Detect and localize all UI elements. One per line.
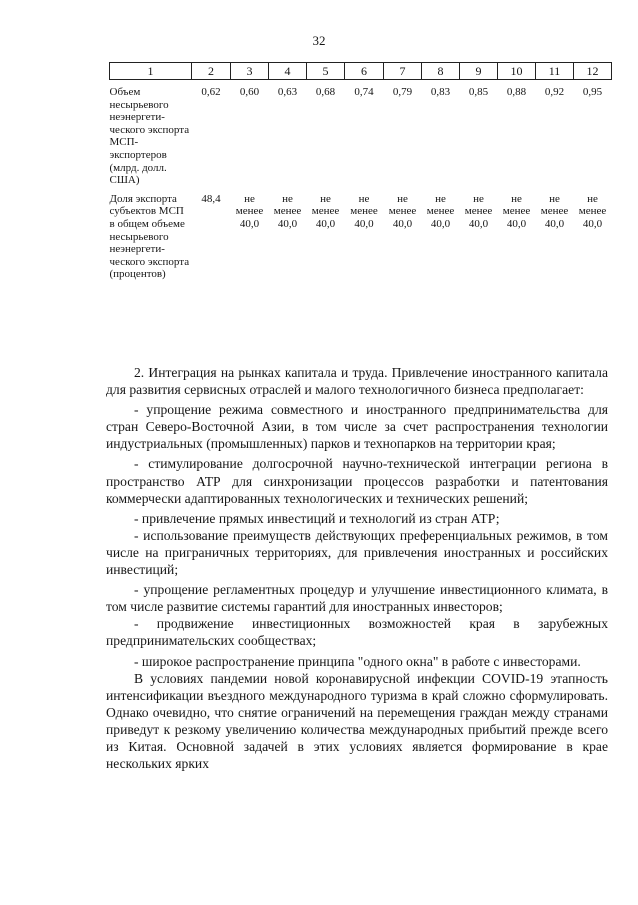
table-cell: 0,95 [582,86,603,98]
table-cell: не менее 40,0 [235,192,264,230]
table-cell: 0,88 [506,86,527,98]
table-cell: 0,68 [315,86,336,98]
list-item: - широкое распространение принципа "одного окна" в работе с инвесторами. [134,653,581,669]
list-item: - упрощение режима совместного и иностранного предпринимательства для стран Северо-Восточной Азии, в том числе за счет распространения технологии индустриальных (промышленных) парков и технопарков на территории края; [106,402,608,452]
table-cell: 0,85 [468,86,489,98]
table-cell: не менее 40,0 [311,192,340,230]
list-item: - упрощение регламентных процедур и улучшение инвестиционного климата, в том числе развитие системы гарантий для иностранных инвесторов; [106,582,608,615]
body-text [106,364,608,772]
list-item: - стимулирование долгосрочной научно-технической интеграции региона в пространство АТР для синхронизации процессов разработки и патентования коммерчески адаптированных технологических и технических решений; [106,456,608,506]
table-cell: не менее 40,0 [464,192,493,230]
table-cell: не менее 40,0 [350,192,378,230]
column-number: 1 [110,63,192,80]
column-number: 7 [384,63,422,80]
column-number: 2 [192,63,231,80]
table-header-row [110,63,612,80]
table-cell: 0,62 [201,86,221,98]
row-label: Доля экспорта субъектов МСП в общем объеме несырьевого неэнергети-ческого экспорта (процентов) [109,192,190,281]
indicator-table [109,62,612,281]
column-number: 10 [498,63,536,80]
list-item: - привлечение прямых инвестиций и технологий из стран АТР; [134,510,500,526]
list-item: - продвижение инвестиционных возможностей края в зарубежных предпринимательских сообществах; [106,616,608,649]
column-number: 6 [345,63,384,80]
table-cell: 0,74 [354,86,374,98]
list-item: - использование преимуществ действующих преференциальных режимов, в том числе на приграничных территориях, для привлечения иностранных и российских инвестиций; [106,527,608,578]
table-cell: не менее 40,0 [502,192,531,230]
table-cell: 0,92 [544,86,565,98]
table-cell: 0,79 [392,86,413,98]
column-number: 9 [460,63,498,80]
column-number: 12 [574,63,612,80]
table-cell: 0,63 [277,86,298,98]
table-cell: 0,83 [430,86,451,98]
column-number: 4 [269,63,307,80]
table-cell: не менее 40,0 [273,192,302,230]
table-row [110,80,612,187]
table-cell: не менее 40,0 [388,192,417,230]
table-cell: не менее 40,0 [540,192,569,230]
column-number: 11 [536,63,574,80]
table-cell: 48,4 [201,192,221,205]
column-number: 3 [231,63,269,80]
paragraph: 2. Интеграция на рынках капитала и труда. Привлечение иностранного капитала для развития сервисных отраслей и малого технологичного бизнеса предполагает: [106,365,608,398]
page-number: 32 [312,33,326,48]
column-number: 5 [307,63,345,80]
row-label: Объем несырьевого неэнергети-ческого экспорта МСП-экспортеров (млрд. долл. США) [109,86,190,187]
table-cell: не менее 40,0 [426,192,455,230]
table-cell: 0,60 [239,86,260,98]
table-cell: не менее 40,0 [578,192,607,230]
column-number: 8 [422,63,460,80]
paragraph: В условиях пандемии новой коронавирусной инфекции COVID-19 этапность интенсификации въездного международного туризма в край сложно сформулировать. Однако очевидно, что снятие ограничений на перемещения граждан между странами приведут к резкому увеличению количества международных прибытий прежде всего из Китая. Основной задачей в этих условиях является формирование в крае нескольких ярких [106,670,608,772]
table-row [110,187,612,281]
